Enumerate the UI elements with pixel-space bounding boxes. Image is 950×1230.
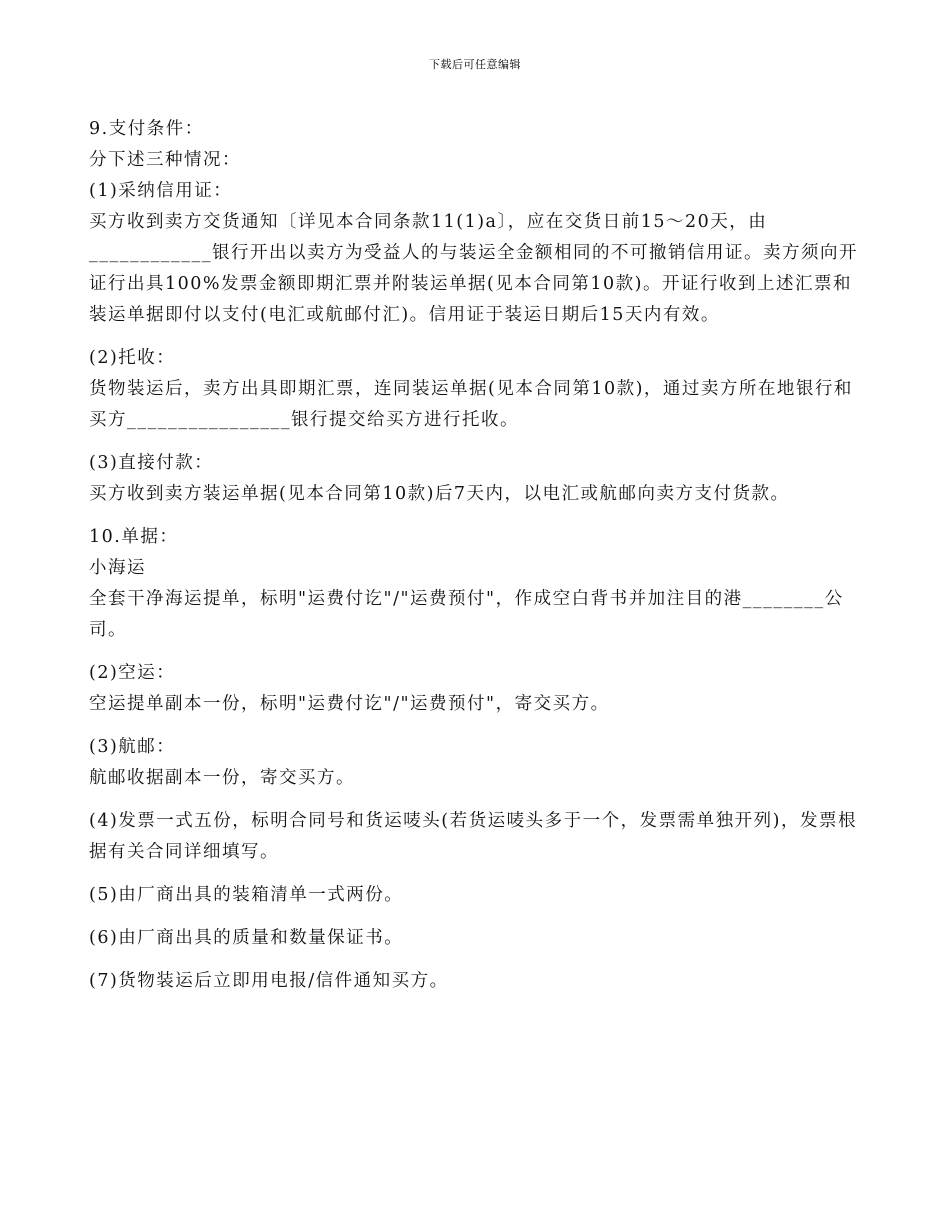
section-10-7-text: (7)货物装运后立即用电报/信件通知买方。 <box>89 971 449 991</box>
section-9-2-text: 货物装运后，卖方出具即期汇票，连同装运单据(见本合同第10款)，通过卖方所在地银行和买方________________银行提交给买方进行托收。 <box>89 379 853 430</box>
section-10-title: 10.单据： <box>89 527 179 547</box>
section-10-3-title: (3)航邮： <box>89 737 176 757</box>
section-10-4-text: (4)发票一式五份，标明合同号和货运唛头(若货运唛头多于一个，发票需单独开列)，发票根据有关合同详细填写。 <box>89 811 857 862</box>
section-9-title: 9.支付条件： <box>89 119 204 139</box>
section-9-1-title: (1)采纳信用证： <box>89 181 233 201</box>
section-10-6-text: (6)由厂商出具的质量和数量保证书。 <box>89 928 404 948</box>
section-10-1-text: 全套干净海运提单，标明"运费付讫"/"运费预付"，作成空白背书并加注目的港________公司。 <box>89 589 844 640</box>
section-10-2-text: 空运提单副本一份，标明"运费付讫"/"运费预付"，寄交买方。 <box>89 694 610 714</box>
section-9-1-text: 买方收到卖方交货通知〔详见本合同条款11(1)a〕，应在交货日前15～20天，由____________银行开出以卖方为受益人的与装运全金额相同的不可撤销信用证。卖方须向开证行出具100%发票金额即期汇票并附装运单据(见本合同第10款)。开证行收到上述汇票和装运单据即付以支付(电汇或航邮付汇)。信用证于装运日期后15天内有效。 <box>89 212 858 325</box>
section-9-2-title: (2)托收： <box>89 348 176 368</box>
section-9-3-text: 买方收到卖方装运单据(见本合同第10款)后7天内，以电汇或航邮向卖方支付货款。 <box>89 484 790 504</box>
section-10-2-title: (2)空运： <box>89 663 176 683</box>
section-10-3-text: 航邮收据副本一份，寄交买方。 <box>89 768 355 788</box>
section-10-5-text: (5)由厂商出具的装箱清单一式两份。 <box>89 885 404 905</box>
section-10-1-title: 小海运 <box>89 558 146 578</box>
document-body <box>89 114 864 997</box>
header-note: 下载后可任意编辑 <box>429 58 521 71</box>
section-9-3-title: (3)直接付款： <box>89 453 214 473</box>
section-9-intro: 分下述三种情况： <box>89 150 241 170</box>
